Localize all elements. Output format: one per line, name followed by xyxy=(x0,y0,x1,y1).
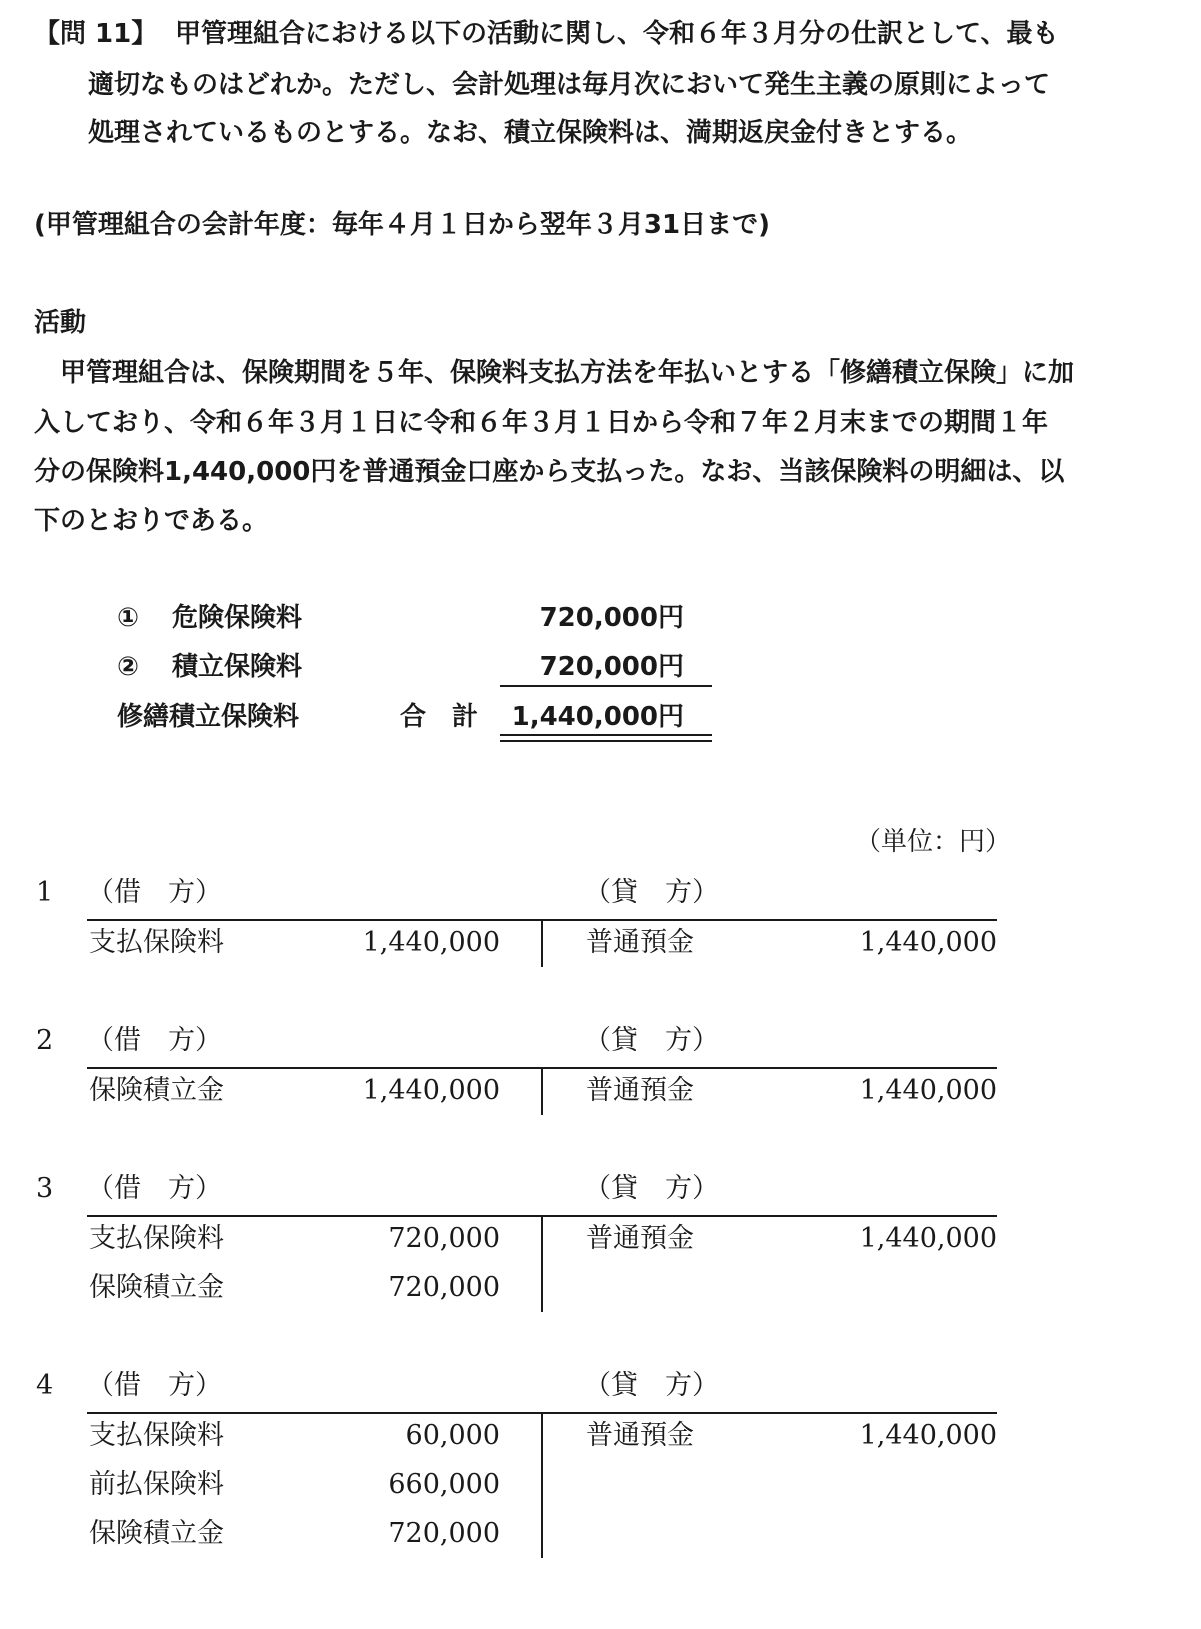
breakdown-name-2: 積立保険料 xyxy=(172,652,303,682)
debit-account: 保険積立金 xyxy=(89,1272,224,1303)
debit-header: （借 方） xyxy=(87,1173,222,1204)
total-double-underline-top xyxy=(500,734,712,736)
question-line-1: 甲管理組合における以下の活動に関し、令和６年３月分の仕訳として、最も xyxy=(175,19,1059,49)
fiscal-year-note: (甲管理組合の会計年度：毎年４月１日から翌年３月31日まで) xyxy=(34,210,770,240)
credit-amount: 1,440,000 xyxy=(859,1420,997,1451)
debit-amount: 660,000 xyxy=(388,1469,500,1500)
option-number: 3 xyxy=(36,1173,54,1204)
breakdown-total-name: 修繕積立保険料 xyxy=(117,702,300,732)
option-number: 4 xyxy=(36,1370,54,1401)
debit-amount: 60,000 xyxy=(405,1420,500,1451)
option-number: 2 xyxy=(36,1025,54,1056)
activity-line-1: 甲管理組合は、保険期間を５年、保険料支払方法を年払いとする「修繕積立保険」に加 xyxy=(60,358,1075,388)
option-number: 1 xyxy=(36,877,54,908)
credit-header: （貸 方） xyxy=(584,1173,719,1204)
question-line-3: 処理されているものとする。なお、積立保険料は、満期返戻金付きとする。 xyxy=(88,118,973,148)
debit-account: 支払保険料 xyxy=(89,1223,224,1254)
debit-amount: 720,000 xyxy=(388,1223,500,1254)
credit-account: 普通預金 xyxy=(586,1420,694,1451)
breakdown-total-label: 合 計 xyxy=(400,702,479,732)
debit-header: （借 方） xyxy=(87,877,222,908)
debit-account: 支払保険料 xyxy=(89,927,224,958)
entry-row xyxy=(0,918,1201,968)
entry-row xyxy=(0,1411,1201,1461)
question-line-2: 適切なものはどれか。ただし、会計処理は毎月次において発生主義の原則によって xyxy=(88,70,1051,100)
question-number: 【問 11】 xyxy=(34,19,158,49)
debit-account: 前払保険料 xyxy=(89,1469,224,1500)
credit-amount: 1,440,000 xyxy=(859,1223,997,1254)
debit-header: （借 方） xyxy=(87,1025,222,1056)
debit-amount: 1,440,000 xyxy=(362,927,500,958)
activity-line-3: 分の保険料1,440,000円を普通預金口座から支払った。なお、当該保険料の明細は、以 xyxy=(34,457,1065,487)
entry-row xyxy=(0,1214,1201,1264)
debit-account: 保険積立金 xyxy=(89,1075,224,1106)
activity-line-2: 入しており、令和６年３月１日に令和６年３月１日から令和７年２月末までの期間１年 xyxy=(34,408,1049,438)
breakdown-name-1: 危険保険料 xyxy=(172,603,303,633)
breakdown-amount-1: 720,000円 xyxy=(539,603,684,633)
breakdown-mark-1: ① xyxy=(117,603,140,633)
credit-account: 普通預金 xyxy=(586,927,694,958)
debit-amount: 1,440,000 xyxy=(362,1075,500,1106)
total-double-underline-bottom xyxy=(500,740,712,742)
credit-header: （貸 方） xyxy=(584,1370,719,1401)
debit-amount: 720,000 xyxy=(388,1518,500,1549)
breakdown-amount-2: 720,000円 xyxy=(539,652,684,682)
activity-line-4: 下のとおりである。 xyxy=(34,506,269,536)
debit-account: 支払保険料 xyxy=(89,1420,224,1451)
credit-amount: 1,440,000 xyxy=(859,1075,997,1106)
credit-header: （貸 方） xyxy=(584,1025,719,1056)
unit-label: （単位：円） xyxy=(855,827,1012,857)
credit-header: （貸 方） xyxy=(584,877,719,908)
debit-amount: 720,000 xyxy=(388,1272,500,1303)
breakdown-total-amount: 1,440,000円 xyxy=(511,702,684,732)
breakdown-mark-2: ② xyxy=(117,652,140,682)
credit-account: 普通預金 xyxy=(586,1223,694,1254)
entry-row xyxy=(0,1460,1201,1510)
credit-amount: 1,440,000 xyxy=(859,927,997,958)
activity-heading: 活動 xyxy=(34,308,87,338)
subtotal-underline xyxy=(500,685,712,687)
debit-header: （借 方） xyxy=(87,1370,222,1401)
entry-row xyxy=(0,1263,1201,1313)
credit-account: 普通預金 xyxy=(586,1075,694,1106)
entry-row xyxy=(0,1509,1201,1559)
entry-row xyxy=(0,1066,1201,1116)
debit-account: 保険積立金 xyxy=(89,1518,224,1549)
